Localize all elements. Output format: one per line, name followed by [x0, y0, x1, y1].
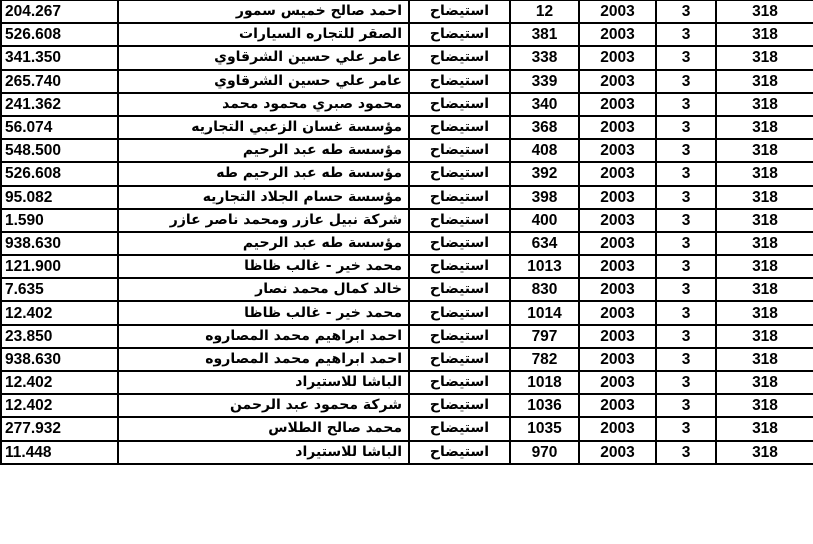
- code-cell: 318: [716, 116, 813, 139]
- number-cell: 339: [510, 70, 579, 93]
- table-row: [1, 348, 813, 371]
- amount-cell: 12.402: [1, 394, 118, 417]
- code-cell: 318: [716, 162, 813, 185]
- number-cell: 1036: [510, 394, 579, 417]
- amount-cell: 938.630: [1, 348, 118, 371]
- name-cell: شركة محمود عبد الرحمن: [118, 394, 409, 417]
- quantity-cell: 3: [656, 116, 716, 139]
- type-cell: استيضاح: [409, 371, 510, 394]
- code-cell: 318: [716, 348, 813, 371]
- code-cell: 318: [716, 301, 813, 324]
- code-cell: 318: [716, 441, 813, 464]
- name-cell: محمد خير - غالب ظاظا: [118, 255, 409, 278]
- year-cell: 2003: [579, 46, 656, 69]
- amount-cell: 7.635: [1, 278, 118, 301]
- year-cell: 2003: [579, 162, 656, 185]
- year-cell: 2003: [579, 0, 656, 23]
- table-row: [1, 394, 813, 417]
- table-body: [1, 0, 813, 464]
- name-cell: مؤسسة حسام الجلاد التجاريه: [118, 186, 409, 209]
- table-row: [1, 255, 813, 278]
- type-cell: استيضاح: [409, 139, 510, 162]
- code-cell: 318: [716, 70, 813, 93]
- type-cell: استيضاح: [409, 46, 510, 69]
- amount-cell: 204.267: [1, 0, 118, 23]
- code-cell: 318: [716, 139, 813, 162]
- year-cell: 2003: [579, 348, 656, 371]
- number-cell: 398: [510, 186, 579, 209]
- quantity-cell: 3: [656, 278, 716, 301]
- quantity-cell: 3: [656, 417, 716, 440]
- type-cell: استيضاح: [409, 278, 510, 301]
- name-cell: مؤسسة طه عبد الرحيم طه: [118, 162, 409, 185]
- name-cell: خالد كمال محمد نصار: [118, 278, 409, 301]
- number-cell: 12: [510, 0, 579, 23]
- name-cell: مؤسسة طه عبد الرحيم: [118, 232, 409, 255]
- type-cell: استيضاح: [409, 255, 510, 278]
- type-cell: استيضاح: [409, 394, 510, 417]
- type-cell: استيضاح: [409, 162, 510, 185]
- year-cell: 2003: [579, 70, 656, 93]
- number-cell: 1018: [510, 371, 579, 394]
- table-row: [1, 46, 813, 69]
- code-cell: 318: [716, 255, 813, 278]
- table-row: [1, 232, 813, 255]
- name-cell: احمد صالح خميس سمور: [118, 0, 409, 23]
- number-cell: 1013: [510, 255, 579, 278]
- quantity-cell: 3: [656, 301, 716, 324]
- quantity-cell: 3: [656, 325, 716, 348]
- amount-cell: 12.402: [1, 371, 118, 394]
- type-cell: استيضاح: [409, 186, 510, 209]
- type-cell: استيضاح: [409, 93, 510, 116]
- year-cell: 2003: [579, 23, 656, 46]
- year-cell: 2003: [579, 301, 656, 324]
- table-row: [1, 93, 813, 116]
- type-cell: استيضاح: [409, 348, 510, 371]
- quantity-cell: 3: [656, 394, 716, 417]
- number-cell: 340: [510, 93, 579, 116]
- table-row: [1, 371, 813, 394]
- quantity-cell: 3: [656, 348, 716, 371]
- type-cell: استيضاح: [409, 0, 510, 23]
- year-cell: 2003: [579, 209, 656, 232]
- name-cell: مؤسسة غسان الزعبي التجاريه: [118, 116, 409, 139]
- type-cell: استيضاح: [409, 23, 510, 46]
- name-cell: احمد ابراهيم محمد المصاروه: [118, 325, 409, 348]
- table-row: [1, 417, 813, 440]
- quantity-cell: 3: [656, 70, 716, 93]
- year-cell: 2003: [579, 325, 656, 348]
- number-cell: 1035: [510, 417, 579, 440]
- quantity-cell: 3: [656, 209, 716, 232]
- year-cell: 2003: [579, 417, 656, 440]
- number-cell: 830: [510, 278, 579, 301]
- name-cell: الباشا للاستيراد: [118, 441, 409, 464]
- amount-cell: 241.362: [1, 93, 118, 116]
- name-cell: محمود صبري محمود محمد: [118, 93, 409, 116]
- number-cell: 400: [510, 209, 579, 232]
- table-row: [1, 116, 813, 139]
- year-cell: 2003: [579, 139, 656, 162]
- type-cell: استيضاح: [409, 301, 510, 324]
- number-cell: 368: [510, 116, 579, 139]
- amount-cell: 265.740: [1, 70, 118, 93]
- year-cell: 2003: [579, 232, 656, 255]
- number-cell: 381: [510, 23, 579, 46]
- amount-cell: 526.608: [1, 23, 118, 46]
- quantity-cell: 3: [656, 232, 716, 255]
- number-cell: 797: [510, 325, 579, 348]
- code-cell: 318: [716, 371, 813, 394]
- quantity-cell: 3: [656, 186, 716, 209]
- type-cell: استيضاح: [409, 441, 510, 464]
- table-row: [1, 209, 813, 232]
- number-cell: 1014: [510, 301, 579, 324]
- code-cell: 318: [716, 93, 813, 116]
- number-cell: 392: [510, 162, 579, 185]
- amount-cell: 95.082: [1, 186, 118, 209]
- year-cell: 2003: [579, 93, 656, 116]
- code-cell: 318: [716, 0, 813, 23]
- table-row: [1, 441, 813, 464]
- code-cell: 318: [716, 417, 813, 440]
- quantity-cell: 3: [656, 23, 716, 46]
- quantity-cell: 3: [656, 441, 716, 464]
- type-cell: استيضاح: [409, 70, 510, 93]
- amount-cell: 12.402: [1, 301, 118, 324]
- code-cell: 318: [716, 325, 813, 348]
- year-cell: 2003: [579, 255, 656, 278]
- name-cell: مؤسسة طه عبد الرحيم: [118, 139, 409, 162]
- quantity-cell: 3: [656, 0, 716, 23]
- code-cell: 318: [716, 186, 813, 209]
- number-cell: 634: [510, 232, 579, 255]
- name-cell: عامر علي حسين الشرقاوي: [118, 70, 409, 93]
- year-cell: 2003: [579, 441, 656, 464]
- amount-cell: 277.932: [1, 417, 118, 440]
- amount-cell: 526.608: [1, 162, 118, 185]
- type-cell: استيضاح: [409, 232, 510, 255]
- number-cell: 408: [510, 139, 579, 162]
- code-cell: 318: [716, 394, 813, 417]
- name-cell: شركة نبيل عازر ومحمد ناصر عازر: [118, 209, 409, 232]
- table-row: [1, 301, 813, 324]
- code-cell: 318: [716, 278, 813, 301]
- year-cell: 2003: [579, 371, 656, 394]
- table-row: [1, 23, 813, 46]
- amount-cell: 1.590: [1, 209, 118, 232]
- amount-cell: 548.500: [1, 139, 118, 162]
- amount-cell: 938.630: [1, 232, 118, 255]
- table-row: [1, 139, 813, 162]
- table-row: [1, 186, 813, 209]
- type-cell: استيضاح: [409, 417, 510, 440]
- name-cell: الصقر للتجاره السيارات: [118, 23, 409, 46]
- number-cell: 782: [510, 348, 579, 371]
- type-cell: استيضاح: [409, 209, 510, 232]
- name-cell: عامر علي حسين الشرقاوي: [118, 46, 409, 69]
- code-cell: 318: [716, 23, 813, 46]
- quantity-cell: 3: [656, 139, 716, 162]
- quantity-cell: 3: [656, 371, 716, 394]
- table-row: [1, 70, 813, 93]
- year-cell: 2003: [579, 278, 656, 301]
- amount-cell: 11.448: [1, 441, 118, 464]
- quantity-cell: 3: [656, 93, 716, 116]
- code-cell: 318: [716, 46, 813, 69]
- name-cell: احمد ابراهيم محمد المصاروه: [118, 348, 409, 371]
- name-cell: محمد صالح الطلاس: [118, 417, 409, 440]
- amount-cell: 341.350: [1, 46, 118, 69]
- name-cell: محمد خير - غالب ظاظا: [118, 301, 409, 324]
- type-cell: استيضاح: [409, 116, 510, 139]
- table-row: [1, 0, 813, 23]
- type-cell: استيضاح: [409, 325, 510, 348]
- amount-cell: 121.900: [1, 255, 118, 278]
- quantity-cell: 3: [656, 46, 716, 69]
- year-cell: 2003: [579, 186, 656, 209]
- table-row: [1, 278, 813, 301]
- number-cell: 970: [510, 441, 579, 464]
- table-row: [1, 325, 813, 348]
- quantity-cell: 3: [656, 255, 716, 278]
- name-cell: الباشا للاستيراد: [118, 371, 409, 394]
- table-row: [1, 162, 813, 185]
- quantity-cell: 3: [656, 162, 716, 185]
- code-cell: 318: [716, 232, 813, 255]
- year-cell: 2003: [579, 394, 656, 417]
- number-cell: 338: [510, 46, 579, 69]
- amount-cell: 56.074: [1, 116, 118, 139]
- code-cell: 318: [716, 209, 813, 232]
- amount-cell: 23.850: [1, 325, 118, 348]
- year-cell: 2003: [579, 116, 656, 139]
